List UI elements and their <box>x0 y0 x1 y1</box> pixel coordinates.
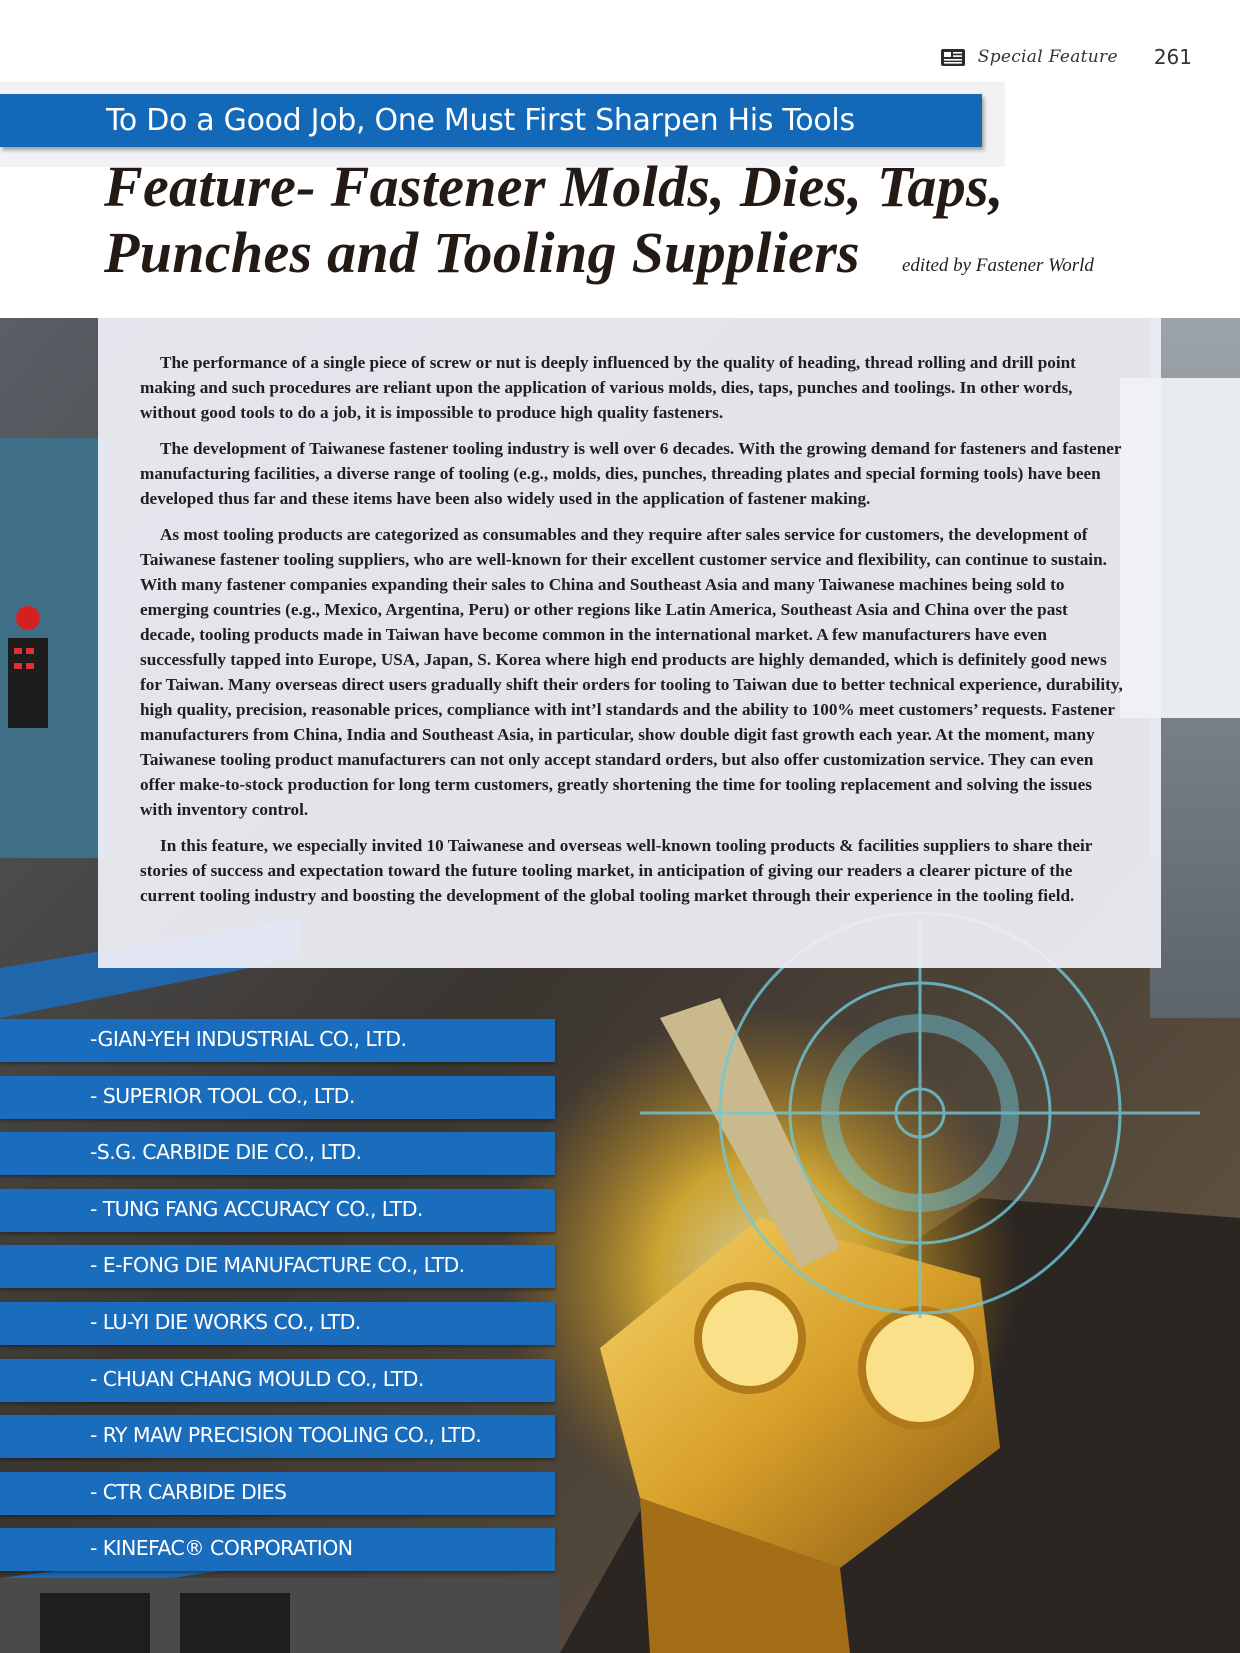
supplier-item <box>0 1359 555 1402</box>
supplier-name: -S.G. CARBIDE DIE CO., LTD. <box>90 1140 362 1165</box>
supplier-name: - E-FONG DIE MANUFACTURE CO., LTD. <box>90 1253 465 1278</box>
section-label: Special Feature <box>977 47 1118 67</box>
running-header <box>940 42 1192 72</box>
intro-paragraph: The performance of a single piece of screw or nut is deeply influenced by the quality of heading, thread rolling and drill point making and such procedures are reliant upon the application of various molds, dies, taps, punches and toolings. In other words, without good tools to do a job, it is impossible to produce high quality fasteners. <box>140 353 1076 422</box>
page-title <box>104 154 1004 286</box>
supplier-name: - LU-YI DIE WORKS CO., LTD. <box>90 1309 361 1334</box>
supplier-item <box>0 1132 555 1175</box>
page-number: 261 <box>1153 45 1192 69</box>
intro-paragraph: In this feature, we especially invited 10 Taiwanese and overseas well-known tooling products & facilities suppliers to share their stories of success and expectation toward the future tooling market, in anticipation of giving our readers a clearer picture of the current tooling industry and boosting the development of the global tooling market through their experience in the tooling field. <box>140 836 1093 905</box>
supplier-list <box>0 1019 555 1585</box>
supplier-name: - TUNG FANG ACCURACY CO., LTD. <box>90 1196 423 1221</box>
supplier-item <box>0 1528 555 1571</box>
byline: edited by Fastener World <box>902 255 1094 276</box>
supplier-name: - SUPERIOR TOOL CO., LTD. <box>90 1083 355 1108</box>
intro-paragraph: The development of Taiwanese fastener tooling industry is well over 6 decades. With the growing demand for fasteners and fastener manufacturing facilities, a diverse range of tooling (e.g., molds, dies, punches, threading plates and special forming tools) have been developed thus far and these items have been also widely used in the application of fastener making. <box>140 439 1122 508</box>
supplier-item <box>0 1302 555 1345</box>
supplier-name: - RY MAW PRECISION TOOLING CO., LTD. <box>90 1423 482 1448</box>
supplier-name: - CTR CARBIDE DIES <box>90 1479 287 1504</box>
supplier-name: - KINEFAC® CORPORATION <box>90 1536 353 1561</box>
kicker-banner <box>0 94 982 147</box>
supplier-item <box>0 1076 555 1119</box>
supplier-item <box>0 1415 555 1458</box>
supplier-item <box>0 1245 555 1288</box>
title-line-2: Punches and Tooling Suppliers <box>104 220 860 285</box>
supplier-item <box>0 1019 555 1062</box>
supplier-item <box>0 1472 555 1515</box>
title-line-1: Feature- Fastener Molds, Dies, Taps, <box>104 154 1004 219</box>
supplier-name: -GIAN-YEH INDUSTRIAL CO., LTD. <box>90 1027 407 1051</box>
newspaper-icon <box>940 47 966 67</box>
kicker-text: To Do a Good Job, One Must First Sharpen His Tools <box>106 103 855 138</box>
intro-panel <box>98 318 1161 968</box>
supplier-item <box>0 1189 555 1232</box>
intro-paragraph: As most tooling products are categorized as consumables and they require after sales service for customers, the development of Taiwanese fastener tooling suppliers, who are well-known for their excellent customer service and flexibility, can continue to sustain. With many fastener companies expanding their sales to China and Southeast Asia and many Taiwanese machines being sold to emerging countries (e.g., Mexico, Argentina, Peru) or other regions like Latin America, Southeast Asia and China over the past decade, tooling products made in Taiwan have become common in the international market. A few manufacturers have even successfully tapped into Europe, USA, Japan, S. Korea where high end products are highly demanded, which is definitely good news for Taiwan. Many overseas direct users gradually shift their orders for tooling to Taiwan due to better technical experience, durability, high quality, precision, reasonable prices, compliance with int’l standards and the ability to 100% meet customers’ requests. Fastener manufacturers from China, India and Southeast Asia, in particular, show double digit fast growth each year. At the moment, many Taiwanese tooling product manufacturers can not only accept standard orders, but also offer customization service. They can even offer make-to-stock production for long term customers, greatly shortening the time for tooling replacement and solving the issues with inventory control. <box>140 525 1123 819</box>
supplier-name: - CHUAN CHANG MOULD CO., LTD. <box>90 1366 424 1391</box>
